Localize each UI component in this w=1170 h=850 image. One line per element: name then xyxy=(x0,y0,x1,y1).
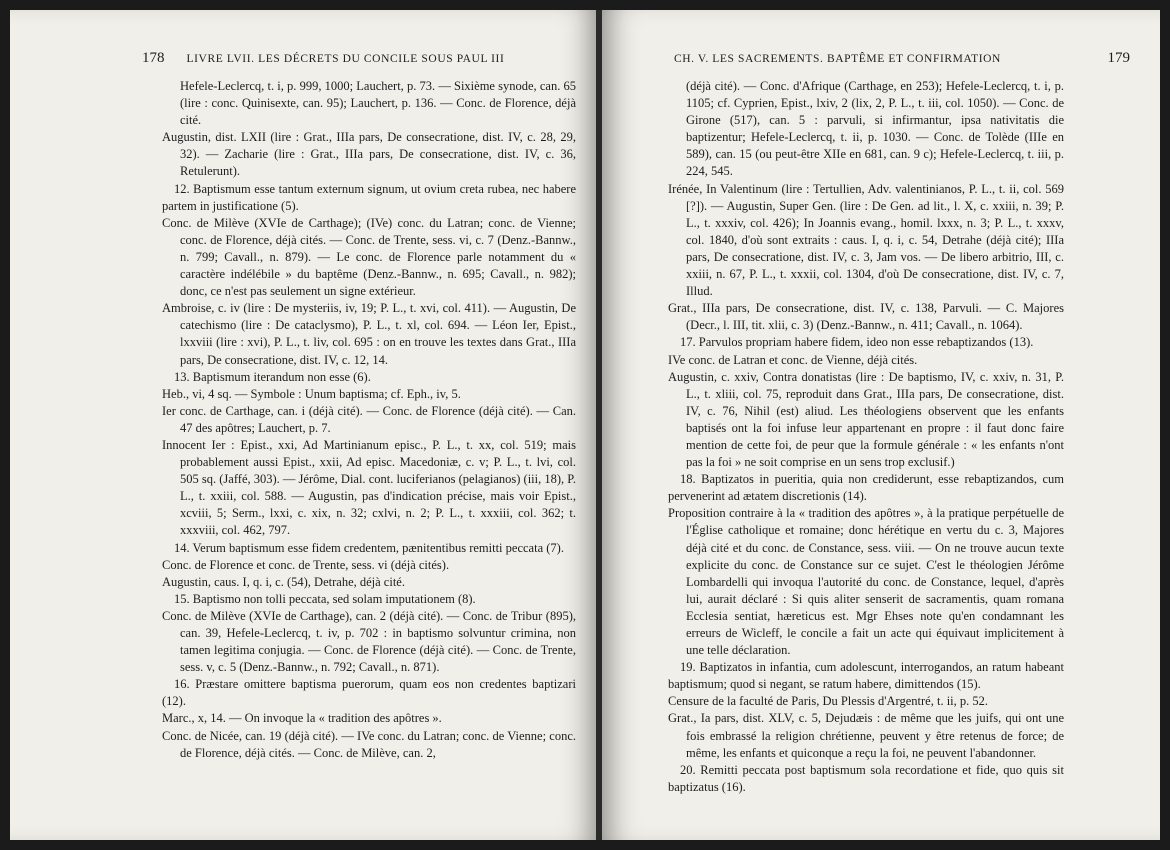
paragraph: Grat., Ia pars, dist. XLV, c. 5, Dejudæis : de même que les juifs, qui ont une fois embrassé la religion chrétienne, peuvent y être retenus de force; de même, les enfants et quiconque a reçu la foi, ne peuvent l'abandonner. xyxy=(668,711,1064,760)
paragraph: 17. Parvulos propriam habere fidem, ideo non esse rebaptizandos (13). xyxy=(680,335,1034,350)
paragraph: 18. Baptizatos in pueritia, quia non crediderunt, esse rebaptizandos, cum pervenerint ad ætatem discretionis (14). xyxy=(668,472,1064,504)
paragraph: Hefele-Leclercq, t. i, p. 999, 1000; Lauchert, p. 73. — Sixième synode, can. 65 (lire : conc. Quinisexte, can. 95); Lauchert, p. 136. — Conc. de Florence, déjà cité. xyxy=(180,79,576,128)
left-page xyxy=(10,10,598,840)
left-running-header xyxy=(142,50,578,67)
left-running-head: LIVRE LVII. LES DÉCRETS DU CONCILE SOUS PAUL III xyxy=(186,53,505,65)
left-page-text xyxy=(162,78,576,762)
right-running-header xyxy=(674,50,1130,67)
paragraph: 14. Verum baptismum esse fidem credentem, pænitentibus remitti peccata (7). xyxy=(174,540,564,555)
paragraph: 19. Baptizatos in infantia, cum adolescunt, interrogandos, an ratum habeant baptismum; quod si negant, se ratum habere, dimittendos (15). xyxy=(668,660,1064,692)
paragraph: IVe conc. de Latran et conc. de Vienne, déjà cités. xyxy=(668,352,918,367)
right-page-number: 179 xyxy=(1107,50,1130,66)
right-running-head: CH. V. LES SACREMENTS. BAPTÊME ET CONFIRMATION xyxy=(674,53,1001,65)
right-page xyxy=(602,10,1160,840)
left-page-number: 178 xyxy=(142,50,165,66)
paragraph: Conc. de Nicée, can. 19 (déjà cité). — IVe conc. du Latran; conc. de Vienne; conc. de Florence, déjà cités. — Conc. de Milève, can. 2, xyxy=(162,728,576,760)
paragraph: Marc., x, 14. — On invoque la « tradition des apôtres ». xyxy=(162,711,442,726)
paragraph: Grat., IIIa pars, De consecratione, dist. IV, c. 138, Parvuli. — C. Majores (Decr., l. III, tit. xlii, c. 3) (Denz.-Bannw., n. 411; Cavall., n. 1064). xyxy=(668,301,1064,333)
paragraph: Ier conc. de Carthage, can. i (déjà cité). — Conc. de Florence (déjà cité). — Can. 47 des apôtres; Lauchert, p. 7. xyxy=(162,403,576,435)
paragraph: Innocent Ier : Epist., xxi, Ad Martinianum episc., P. L., t. xx, col. 519; mais probablement aussi Epist., xxii, Ad episc. Macedoniæ, c. v; P. L., t. lvi, col. 505 sq. (Jaffé, 303). — Jérôme, Dial. cont. luciferianos (pelagianos) (iii, 18), P. L., t. xxiii, col. 588. — Augustin, pas d'indication précise, mais voir Epist., xcviii, 5; Serm., lxxi, c. xix, n. 32; cxlvi, n. 2; P. L., t. xxxiii, col. 362; t. xxxviii, col. 462, 797. xyxy=(162,437,576,538)
paragraph: Augustin, c. xxiv, Contra donatistas (lire : De baptismo, IV, c. xxiv, n. 31, P. L., t. xliii, col. 75, reproduit dans Grat., IIIa pars, De consecratione, dist. IV, c. 76, Nihil (est) aliud. Les théologiens observent que les enfants baptisés ont la foi infuse leur appartenant en propre : il faut donc faire mention de cette foi, de peur que la formule générale : « les enfants n'ont pas la foi » ne soit comprise en un sens trop exclusif.) xyxy=(668,369,1064,470)
paragraph: 15. Baptismo non tolli peccata, sed solam imputationem (8). xyxy=(174,591,476,606)
paragraph: Irénée, In Valentinum (lire : Tertullien, Adv. valentinianos, P. L., t. ii, col. 569 [?]). — Augustin, Super Gen. (lire : De Gen. ad lit., l. X, c. xxiii, n. 39; P. L., t. xxxiv, col. 426); In Joannis evang., homil. lxxx, n. 3; P. L., t. xxxv, col. 1840, d'où sont extraits : caus. I, q. i, c. 54, Detrahe (déjà cité); IIIa pars, De consecratione, dist. IV, c. 3, Jam vos. — De libero arbitrio, III, c. xxiii, n. 67, P. L., t. xxxii, col. 1304, d'où De consecratione, dist. IV, c. 7, Illud. xyxy=(668,181,1064,299)
paragraph: (déjà cité). — Conc. d'Afrique (Carthage, en 253); Hefele-Leclercq, t. i, p. 1105; cf. Cyprien, Epist., lxiv, 2 (lix, 2, P. L., t. iii, col. 1050). — Conc. de Girone (517), can. 5 : parvuli, si infirmantur, ipsa nativitatis die baptizentur; Hefele-Leclercq, t. ii, p. 1030. — Conc. de Tolède (IIIe en 589), can. 15 (ou peut-être XIIe en 681, can. 9 c); Hefele-Leclercq, t. iii, p. 224, 545. xyxy=(686,79,1064,179)
paragraph: 13. Baptismum iterandum non esse (6). xyxy=(174,369,371,384)
paragraph: Censure de la faculté de Paris, Du Plessis d'Argentré, t. ii, p. 52. xyxy=(668,694,989,709)
paragraph: 12. Baptismum esse tantum externum signum, ut ovium creta rubea, nec habere partem in justificatione (5). xyxy=(162,181,576,213)
paragraph: Conc. de Milève (XVIe de Carthage), can. 2 (déjà cité). — Conc. de Tribur (895), can. 39, Hefele-Leclercq, t. iv, p. 702 : in baptismo solvuntur crimina, non tamen legitima conjugia. — Conc. de Florence (déjà cité). — Conc. de Trente, sess. v, c. 5 (Denz.-Bannw., n. 792; Cavall., n. 871). xyxy=(162,608,576,675)
paragraph: Conc. de Milève (XVIe de Carthage); (IVe) conc. du Latran; conc. de Vienne; conc. de Florence, déjà cités. — Conc. de Trente, sess. vi, c. 7 (Denz.-Bannw., n. 799; Cavall., n. 879). — Le conc. de Florence parle notamment du « caractère indélébile » du baptême (Denz.-Bannw., n. 695; Cavall., n. 982); donc, ce n'est pas seulement un signe extérieur. xyxy=(162,215,576,299)
paragraph: Proposition contraire à la « tradition des apôtres », à la pratique perpétuelle de l'Église catholique et romaine; donc hérétique en vertu du c. 3, Majores déjà cité et du conc. de Constance, sess. viii. — On ne trouve aucun texte explicite du conc. de Constance sur ce sujet. C'est le théologien Jérôme Lombardelli qui invoqua l'autorité du conc. de Constance, lequel, d'après lui, aurait déclaré : Si quis aliter senserit de sacramentis, quam romana Ecclesia sentiat, hæreticus est. Mgr Ehses note qu'en condamnant les erreurs de Wicleff, le concile a fait un acte qui équivaut implicitement à une telle déclaration. xyxy=(668,506,1064,658)
paragraph: Ambroise, c. iv (lire : De mysteriis, iv, 19; P. L., t. xvi, col. 411). — Augustin, De catechismo (lire : De cataclysmo), P. L., t. xl, col. 694. — Léon Ier, Epist., lxxviii (lire : xvi), P. L., t. liv, col. 695 : on en trouve les textes dans Grat., IIIa pars, De consecratione, dist. IV, c. 12, 14. xyxy=(162,301,576,367)
right-page-text xyxy=(668,78,1064,796)
paragraph: 16. Præstare omittere baptisma puerorum, quam eos non credentes baptizari (12). xyxy=(162,677,576,709)
paragraph: Augustin, caus. I, q. i, c. (54), Detrahe, déjà cité. xyxy=(162,574,405,589)
paragraph: 20. Remitti peccata post baptismum sola recordatione et fide, quo quis sit baptizatus (16). xyxy=(668,762,1064,794)
paragraph: Conc. de Florence et conc. de Trente, sess. vi (déjà cités). xyxy=(162,557,450,572)
paragraph: Heb., vi, 4 sq. — Symbole : Unum baptisma; cf. Eph., iv, 5. xyxy=(162,386,461,401)
paragraph: Augustin, dist. LXII (lire : Grat., IIIa pars, De consecratione, dist. IV, c. 28, 29, 32). — Zacharie (lire : Grat., IIIa pars, De consecratione, dist. IV, c. 36, Retulerunt). xyxy=(162,130,576,179)
